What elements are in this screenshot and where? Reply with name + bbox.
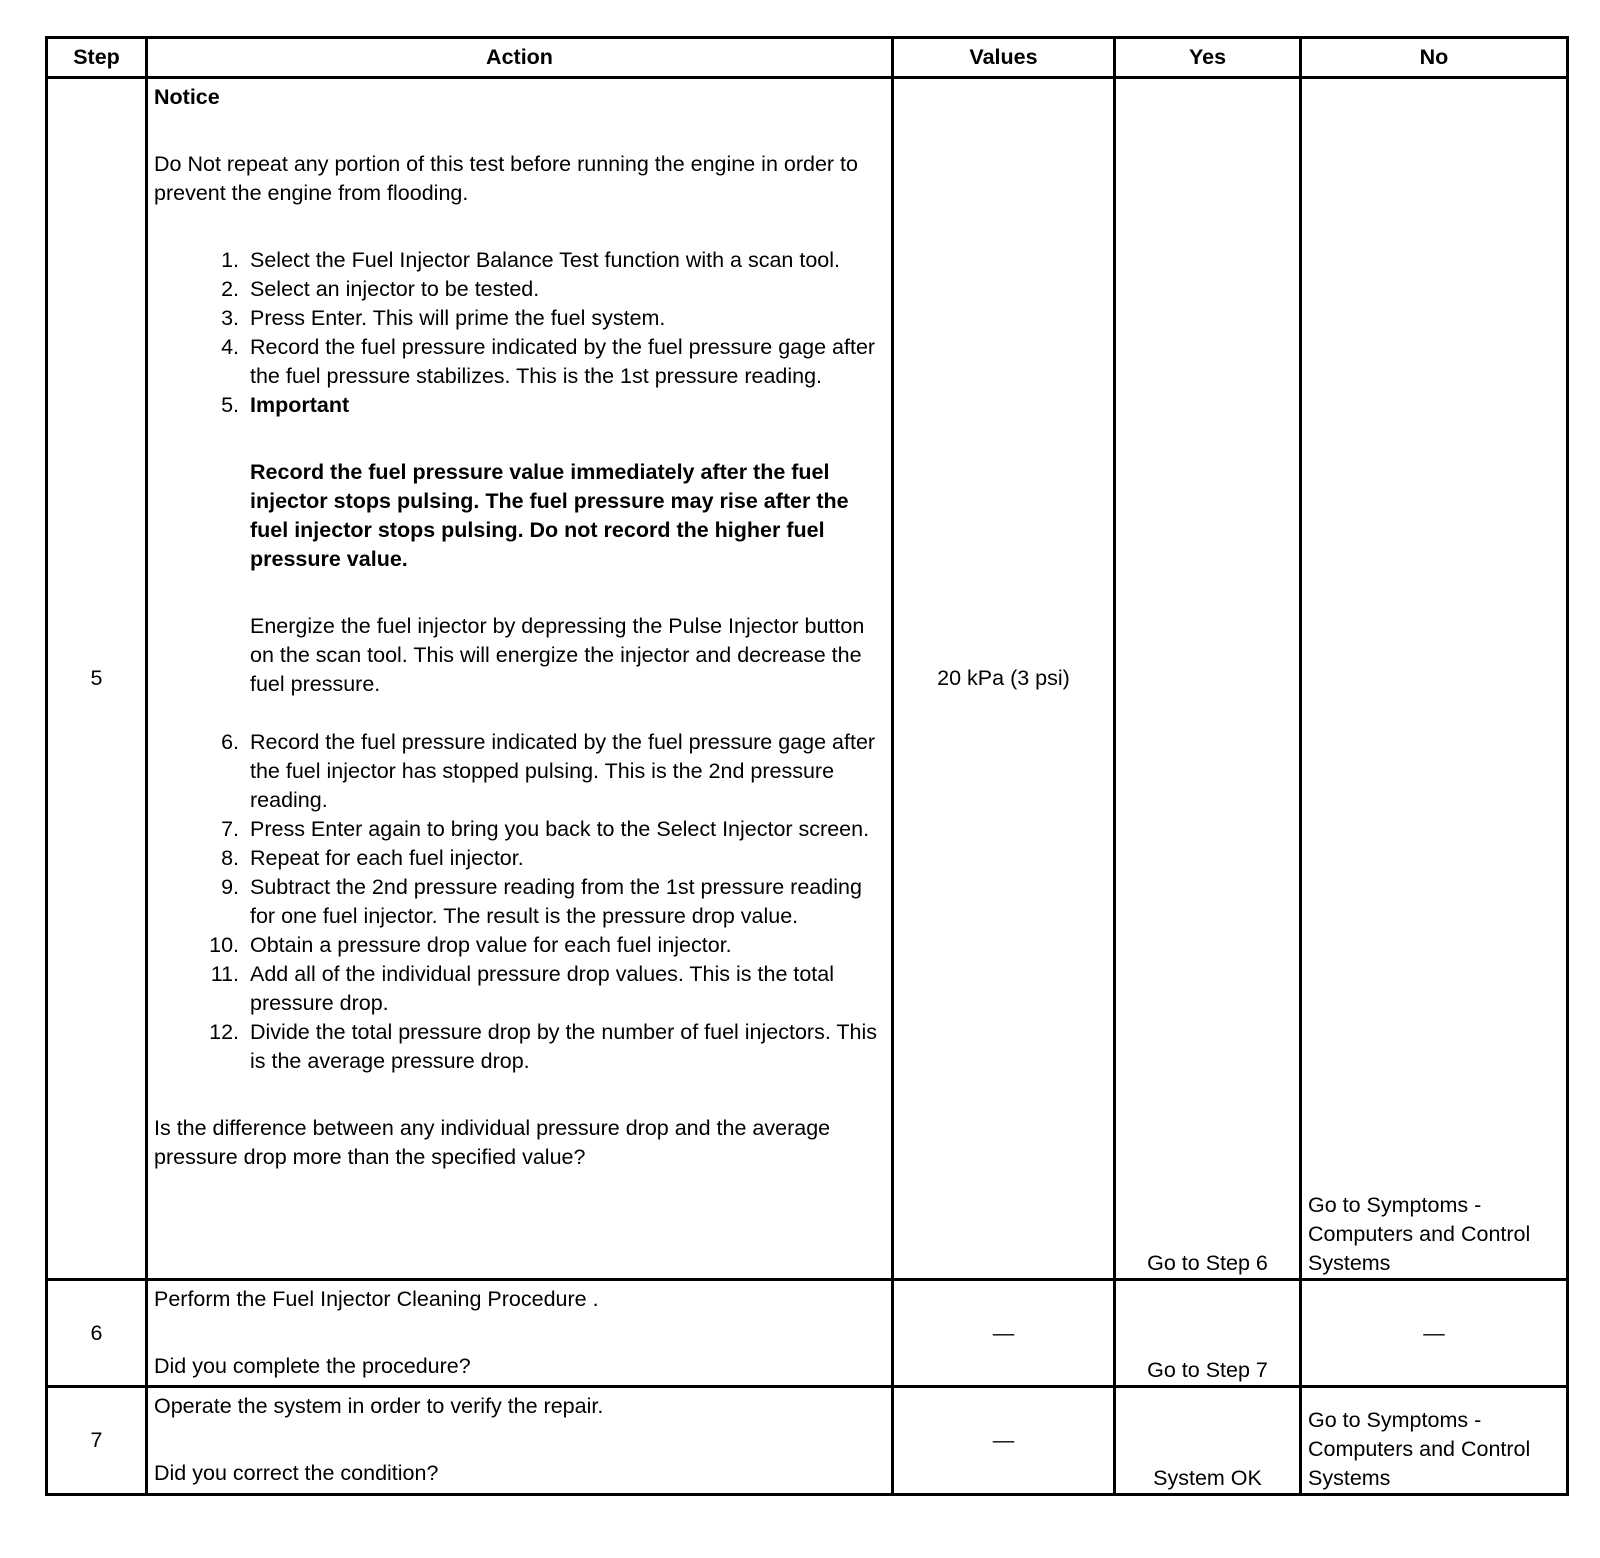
important-text: Record the fuel pressure value immediately after the fuel injector stops pulsing. The fuel pressure may rise after the fuel injector stops pulsing. Do not record the higher fuel pressure value. <box>250 460 849 571</box>
step-number: 7 <box>47 1387 147 1495</box>
step-number: 5 <box>47 78 147 1280</box>
action-cell <box>147 1280 893 1387</box>
header-row <box>47 38 1568 78</box>
item-text: Divide the total pressure drop by the number of fuel injectors. This is the average pressure drop. <box>250 1020 878 1073</box>
list-item <box>154 728 885 815</box>
procedure-list <box>154 246 885 1076</box>
item-number: 3. <box>221 306 239 330</box>
table-row-step-7 <box>47 1387 1568 1495</box>
item-text: Subtract the 2nd pressure reading from the 1st pressure reading for one fuel injector. The result is the pressure drop value. <box>250 875 862 928</box>
header-step: Step <box>47 38 147 78</box>
action-text: Perform the Fuel Injector Cleaning Procedure . <box>154 1287 599 1311</box>
item-text: Obtain a pressure drop value for each fuel injector. <box>250 933 732 957</box>
item-text: Press Enter. This will prime the fuel system. <box>250 306 666 330</box>
item-text: Energize the fuel injector by depressing the Pulse Injector button on the scan tool. This will energize the injector and decrease the fuel pressure. <box>250 614 865 696</box>
list-item <box>154 815 885 844</box>
header-values: Values <box>893 38 1115 78</box>
diagnostic-table <box>45 36 1569 1496</box>
list-item <box>154 1018 885 1076</box>
list-item <box>154 304 885 333</box>
list-item <box>154 873 885 931</box>
item-text: Press Enter again to bring you back to the Select Injector screen. <box>250 817 870 841</box>
action-text: Operate the system in order to verify the repair. <box>154 1394 604 1418</box>
yes-cell: System OK <box>1115 1387 1301 1495</box>
item-text: Repeat for each fuel injector. <box>250 846 524 870</box>
values-cell: — <box>893 1387 1115 1495</box>
item-text: Add all of the individual pressure drop values. This is the total pressure drop. <box>250 962 835 1015</box>
list-item <box>154 391 885 728</box>
no-cell: Go to Symptoms - Computers and Control Systems <box>1301 1387 1568 1495</box>
action-cell <box>147 78 893 1280</box>
table-row-step-6 <box>47 1280 1568 1387</box>
header-action: Action <box>147 38 893 78</box>
list-item <box>154 333 885 391</box>
values-cell: 20 kPa (3 psi) <box>893 78 1115 1280</box>
item-number: 6. <box>221 730 239 754</box>
item-number: 8. <box>221 846 239 870</box>
yes-cell: Go to Step 6 <box>1115 78 1301 1280</box>
question-text: Did you correct the condition? <box>154 1461 439 1485</box>
list-item <box>154 960 885 1018</box>
item-number: 5. <box>221 393 239 417</box>
notice-label: Notice <box>154 85 220 109</box>
table-row-step-5 <box>47 78 1568 1280</box>
step-number: 6 <box>47 1280 147 1387</box>
question-text: Did you complete the procedure? <box>154 1354 471 1378</box>
notice-text: Do Not repeat any portion of this test before running the engine in order to prevent the engine from flooding. <box>154 152 858 205</box>
item-number: 4. <box>221 335 239 359</box>
item-text: Select the Fuel Injector Balance Test function with a scan tool. <box>250 248 840 272</box>
yes-cell: Go to Step 7 <box>1115 1280 1301 1387</box>
item-number: 12. <box>209 1020 239 1044</box>
action-cell <box>147 1387 893 1495</box>
list-item <box>154 931 885 960</box>
item-text: Record the fuel pressure indicated by the fuel pressure gage after the fuel injector has stopped pulsing. This is the 2nd pressure reading. <box>250 730 876 812</box>
item-number: 11. <box>210 962 239 986</box>
item-number: 1. <box>221 248 239 272</box>
important-label: Important <box>250 393 350 417</box>
question-text: Is the difference between any individual pressure drop and the average pressure drop more than the specified value? <box>154 1116 831 1169</box>
item-number: 7. <box>221 817 239 841</box>
item-text: Select an injector to be tested. <box>250 277 540 301</box>
no-cell: Go to Symptoms - Computers and Control Systems <box>1301 78 1568 1280</box>
no-cell: — <box>1301 1280 1568 1387</box>
item-number: 9. <box>221 875 239 899</box>
item-number: 10. <box>209 933 239 957</box>
list-item <box>154 844 885 873</box>
header-no: No <box>1301 38 1568 78</box>
item-number: 2. <box>221 277 239 301</box>
item-text: Record the fuel pressure indicated by the fuel pressure gage after the fuel pressure stabilizes. This is the 1st pressure reading. <box>250 335 876 388</box>
list-item <box>154 246 885 275</box>
header-yes: Yes <box>1115 38 1301 78</box>
list-item <box>154 275 885 304</box>
values-cell: — <box>893 1280 1115 1387</box>
